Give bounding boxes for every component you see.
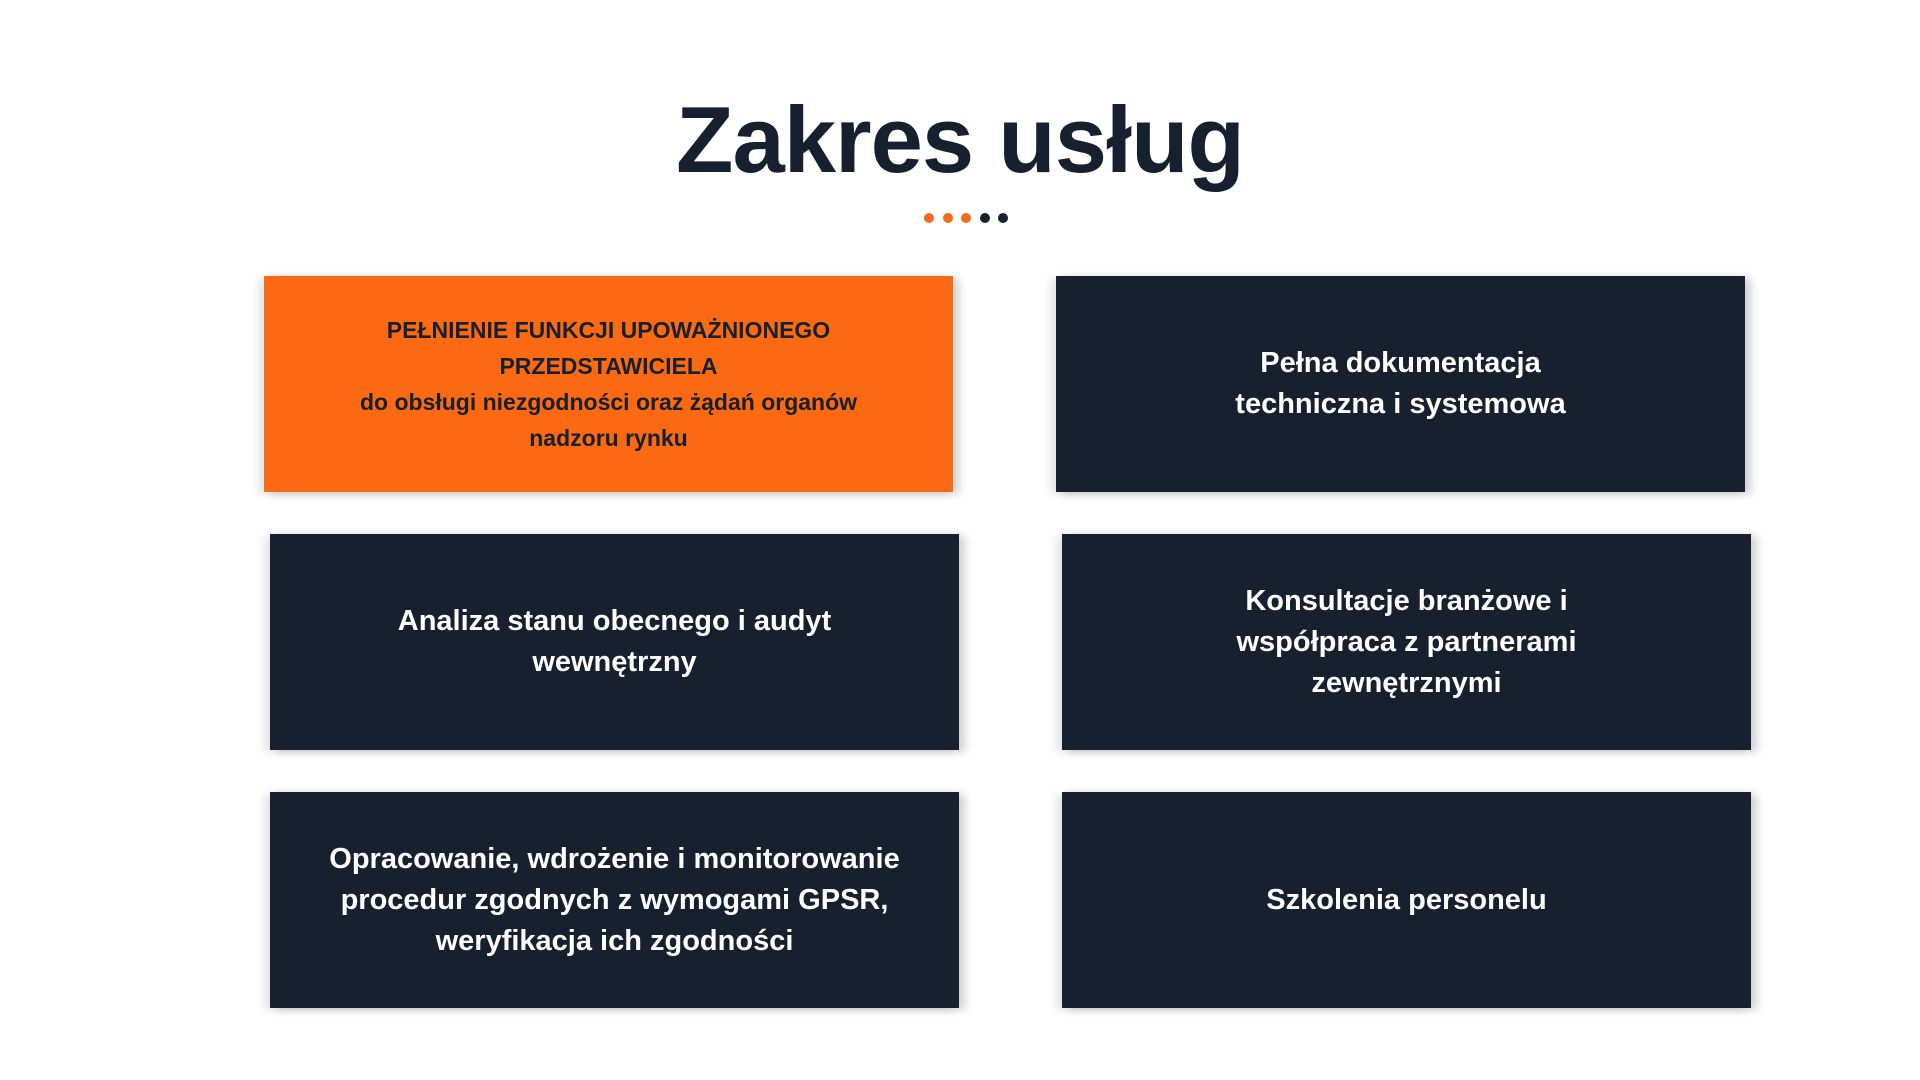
service-card-label: Opracowanie, wdrożenie i monitorowanie procedur zgodnych z wymogami GPSR, weryfikacja ich zgodności: [329, 842, 900, 957]
service-card-label: Szkolenia personelu: [1266, 883, 1547, 916]
service-card-representative: [264, 276, 953, 492]
service-card-title: PEŁNIENIE FUNKCJI UPOWAŻNIONEGO PRZEDSTAWICIELA: [386, 317, 831, 379]
service-card-procedures: [270, 792, 959, 1008]
divider-dot: [980, 213, 990, 223]
service-card-consulting: [1062, 534, 1751, 750]
divider-dot: [998, 213, 1008, 223]
page-title: Zakres usług: [676, 87, 1244, 192]
divider-dot: [961, 213, 971, 223]
service-card-subtitle: do obsługi niezgodności oraz żądań organów nadzoru rynku: [359, 389, 858, 451]
service-card-analysis: [270, 534, 959, 750]
service-card-label: Konsultacje branżowe i współpraca z partnerami zewnętrznymi: [1236, 584, 1577, 699]
title-divider-dots: [924, 213, 1008, 223]
service-card-documentation: [1056, 276, 1745, 492]
divider-dot: [924, 213, 934, 223]
service-card-label: Analiza stanu obecnego i audyt wewnętrzny: [397, 605, 832, 678]
divider-dot: [943, 213, 953, 223]
service-card-label: Pełna dokumentacja techniczna i systemowa: [1235, 347, 1566, 420]
service-card-training: [1062, 792, 1751, 1008]
